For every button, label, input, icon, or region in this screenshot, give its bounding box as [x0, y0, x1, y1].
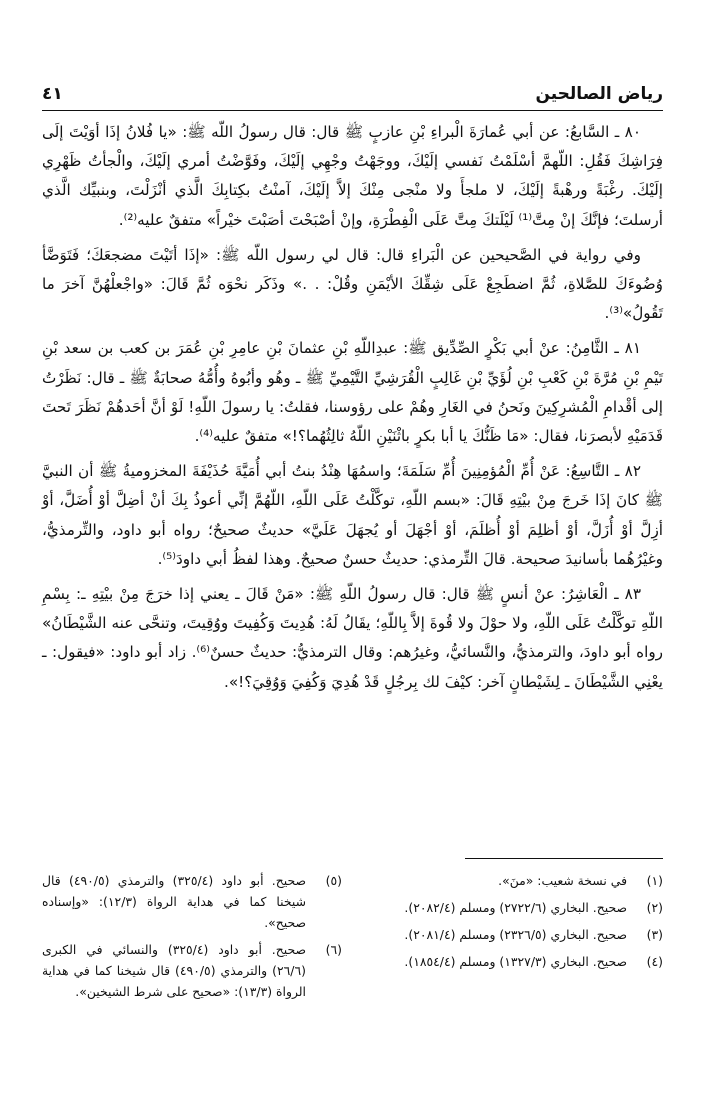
- hadith-83: ٨٣ ـ الْعَاشِرُ: عنْ أنسٍ ﷺ قال: قال رسولُ اللّهِ ﷺ: «مَنْ قَالَ ـ يعني إذا خرَجَ مِنْ بيْتِهِ ـ: بِسْمِ اللّهِ توكَّلْتُ عَلَى اللّهِ، ولا حوْلَ ولا قُوةَ إلاَّ بِاللّهِ؛ يقَالُ لَهُ: هُدِيتَ وَكُفِيتَ ووُقِيتَ، وتنحَّى عنه الشَّيْطَانُ» رواه أبو داودَ، والترمذيُّ، والنَّسائيُّ، وغيرُهم: وقال الترمذيُّ: حديثٌ حسنٌ⁽⁶⁾. زاد أبو داود: «فيقول: ـ يعْنِي الشَّيْطَانَ ـ لِشَيْطانٍ آخر: كيْفَ لك بِرجُلٍ قَدْ هُدِيَ وَكُفِيَ وَوُقِيَ؟!».: [42, 585, 663, 691]
- footnote: [363, 951, 663, 972]
- footnote-text: صحيح. البخاري (٢٣٢٦/٥) ومسلم (٢٠٨١/٤).: [404, 927, 627, 942]
- footnote-number: (٦): [325, 942, 342, 957]
- footnote-number: (٢): [646, 900, 663, 915]
- running-title: رياض الصالحين: [535, 84, 663, 104]
- footnote: [42, 939, 342, 1002]
- hadith-82: ٨٢ ـ التَّاسِعُ: عَنْ أُمِّ الْمُؤمِنِينَ أُمِّ سَلَمَةَ؛ واسمُهَا هِنْدُ بنتُ أبي أُمَيَّةَ حُذَيْفَةَ المخزوميةُ ﷺ أن النبيَّ ﷺ كانَ إذَا خَرجَ مِنْ بيْتِهِ قَالَ: «بسم اللّهِ، توكَّلْتُ عَلَى اللّهِ، اللّهُمَّ إنِّي أعوذُ بِكَ أنْ أضِلَّ أوْ أُضَلَّ، أوْ أزِلَّ أوْ أُزَلَّ، أوْ أظلِمَ أوْ أُظلَمَ، أوْ أجْهَلَ أو يُجهَلَ عَلَيَّ» حديثٌ صحيحٌ؛ رواه أبو داود، والتِّرمذيُّ، وغيْرُهُما بأسانيدَ صحيحة. قالَ التِّرمذي: حديثٌ حسنٌ صحيحٌ. وهذا لفظُ أبي داودَ⁽⁵⁾.: [42, 462, 663, 568]
- footnote-text: صحيح. البخاري (٢٧٢٢/٦) ومسلم (٢٠٨٢/٤).: [404, 900, 627, 915]
- footnote: [42, 870, 342, 933]
- footnote: [363, 924, 663, 945]
- footnote-number: (٣): [646, 927, 663, 942]
- footnotes-right-column: [363, 870, 663, 978]
- footnote-text: صحيح. البخاري (١٣٢٧/٣) ومسلم (١٨٥٤/٤).: [404, 954, 627, 969]
- footnote-text: صحيح. أبو داود (٣٢٥/٤) والترمذي (٤٩٠/٥) قال شيخنا كما في هداية الرواة (١٢/٣): «وإسناده صحيح».: [42, 873, 306, 930]
- footnotes-left-column: [42, 870, 342, 1008]
- page-header: [42, 82, 663, 111]
- hadith-80-variant: وفي رواية في الصَّحيحين عن الْبَراءِ قال: قال لي رسول اللّه ﷺ: «إذَا أتَيْتَ مضجعَكَ؛ فَتَوَضَّأ وُضُوءَكَ للصَّلاةِ، ثُمَّ اضطَجِعْ عَلَى شِقِّكَ الأيْمَنِ وقُلْ: . .» وذَكَر نحْوَه ثُمَّ قَالَ: «واجْعلْهُنَّ آخرَ ما تَقُولُ»⁽³⁾.: [42, 245, 663, 323]
- page-number: ٤١: [42, 84, 63, 104]
- hadith-81: ٨١ ـ الثَّامِنُ: عنْ أبي بَكْرٍ الصِّدِّيق ﷺ: عبدِاللّهِ بْنِ عثمانَ بْنِ عامِرِ بْنِ عُمَرَ بن كعب بن سعد بْنِ تَيْمِ بْنِ مُرَّةَ بْنِ كَعْبِ بْنِ لُؤَيِّ بْنِ غَالِبٍ الْقُرَشِيِّ التَّيْمِيِّ ﷺ ـ وهُو وأبُوهُ وأُمُّهُ صحابَةٌ ﷺ ـ قال: نَظَرْتُ إلى أقْدامِ الْمُشرِكِينَ ونَحنُ في الغَارِ وهُمْ على رؤوسنا، فقلتُ: يا رسولَ اللّهِ! لَوْ أنَّ أحَدهُمْ نَظَرَ تَحتَ قَدَمَيْهِ لأبصرَنا، فقال: «مَا ظَنُّكَ يا أبا بكرٍ باثْنَيْنِ اللّهُ ثالِثُهُما؟!» متفقٌ عليه⁽⁴⁾.: [42, 339, 663, 446]
- footnote: [363, 897, 663, 918]
- footnote-number: (٤): [646, 954, 663, 969]
- footnote-separator: [465, 858, 663, 859]
- main-text: [42, 118, 663, 703]
- footnote-number: (٥): [325, 873, 342, 888]
- footnote: [363, 870, 663, 891]
- hadith-80: ٨٠ ـ السَّابعُ: عن أبي عُمارَةَ الْبراءِ بْنِ عازبٍ ﷺ قال: قال رسولُ اللّه ﷺ: «يا فُلانُ إذَا أوَيْتَ إلَى فِرَاشِكَ فَقُلِ: اللّهمَّ أسْلَمْتُ نَفسي إلَيْكَ، ووجَهْتُ وجْهِي إلَيْكَ، وفَوَّضْتُ أمري إلَيْكَ، والْجأتُ ظَهْرِي إلَيْكَ. رغْبَةً ورهْبةً إلَيْكَ، لا ملجأَ ولا منْجى مِنْكَ إلاَّ إلَيْكَ، آمنْتُ بكِتابِكَ الَّذي أنْزَلْتَ، وبنبيِّك الَّذي أرسلتَ؛ فإنَّكَ إنْ مِتَّ⁽¹⁾ لَيْلَتكَ مِتَّ عَلَى الْفِطْرَةِ، وإنْ أصْبَحْتَ أصَبْتَ خيْراً» متفقٌ عليه⁽²⁾.: [42, 123, 663, 229]
- footnote-text: في نسخة شعيب: «منَ».: [498, 873, 627, 888]
- footnote-text: صحيح. أبو داود (٣٢٥/٤) والنسائي في الكبرى (٢٦/٦) والترمذي (٤٩٠/٥) قال شيخنا كما في هداية الرواة (١٣/٣): «صحيح على شرط الشيخين».: [42, 942, 306, 999]
- footnote-number: (١): [646, 873, 663, 888]
